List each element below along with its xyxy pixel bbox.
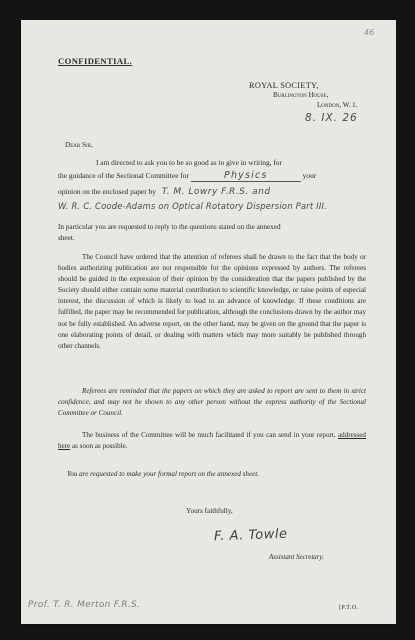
authors-handwritten: T. M. Lowry F.R.S. and xyxy=(161,187,271,197)
business-text-before: The business of the Committee will be much facilitated if you can send in your report, xyxy=(82,431,336,439)
recipient-pencil-note: Prof. T. R. Merton F.R.S. xyxy=(28,600,141,610)
committee-field: Physics xyxy=(191,170,301,182)
letterhead-city: London, W. 1. xyxy=(317,101,358,109)
request-line-3-prefix: opinion on the enclosed paper by xyxy=(58,187,156,196)
closing: Yours faithfully, xyxy=(186,507,233,515)
page-number: 46 xyxy=(364,28,375,37)
pto-mark: [P.T.O. xyxy=(339,605,359,611)
formal-report-note: You are requested to make your formal report on the annexed sheet. xyxy=(67,470,260,478)
business-text-after: as soon as possible. xyxy=(72,442,128,451)
request-line-5: In particular you are requested to reply to the questions stated on the annexed xyxy=(58,223,281,231)
signature-handwritten: F. A. Towle xyxy=(213,526,288,545)
request-line-2 xyxy=(58,170,353,182)
request-line-1: I am directed to ask you to be so good as to give in writing, for xyxy=(96,158,282,167)
paper-title-handwritten: W. R. C. Coode-Adams on Optical Rotatory Dispersion Part III. xyxy=(58,201,328,211)
council-paragraph: The Council have ordered that the attention of referees shall be drawn to the fact that the body or bodies authorizing publication are not responsible for the opinions expressed by authors. The referees should be guided in the expression of their opinion by the consideration that the papers published by the Society should either contain some material contribution to scientific knowledge, or raise points of especial interest, the discussion of which is likely to lead to an advance of knowledge. If these conditions are fulfilled, the paper may be recommended for publication, although the conclusions drawn by the author may not be fully established. An adverse report, on the other hand, may be given on the ground that the paper is one elaborating points of detail, or dealing with matters which may more suitably be published through other channels. xyxy=(58,253,366,350)
request-line-3 xyxy=(58,186,378,198)
request-line-2-prefix: the guidance of the Sectional Committee for xyxy=(58,171,189,180)
letterhead-building: Burlington House, xyxy=(273,91,329,99)
date-handwritten: 8. IX. 26 xyxy=(305,112,358,124)
business-text-underlined: addressed here xyxy=(58,431,366,451)
confidential-heading: CONFIDENTIAL. xyxy=(58,56,133,66)
letterhead-org: ROYAL SOCIETY, xyxy=(249,81,319,90)
salutation: Dear Sir, xyxy=(65,141,93,149)
request-line-6: sheet. xyxy=(58,234,75,242)
business-paragraph xyxy=(58,430,366,452)
signatory-title: Assistant Secretary. xyxy=(269,553,324,561)
letter-sheet xyxy=(21,20,396,624)
request-line-2-suffix: your xyxy=(302,171,317,180)
confidence-paragraph: Referees are reminded that the papers on which they are asked to report are sent to them in strict confidence, and may not be shown to any other person without the express authority of the Sectional Committee or Council. xyxy=(58,387,366,418)
